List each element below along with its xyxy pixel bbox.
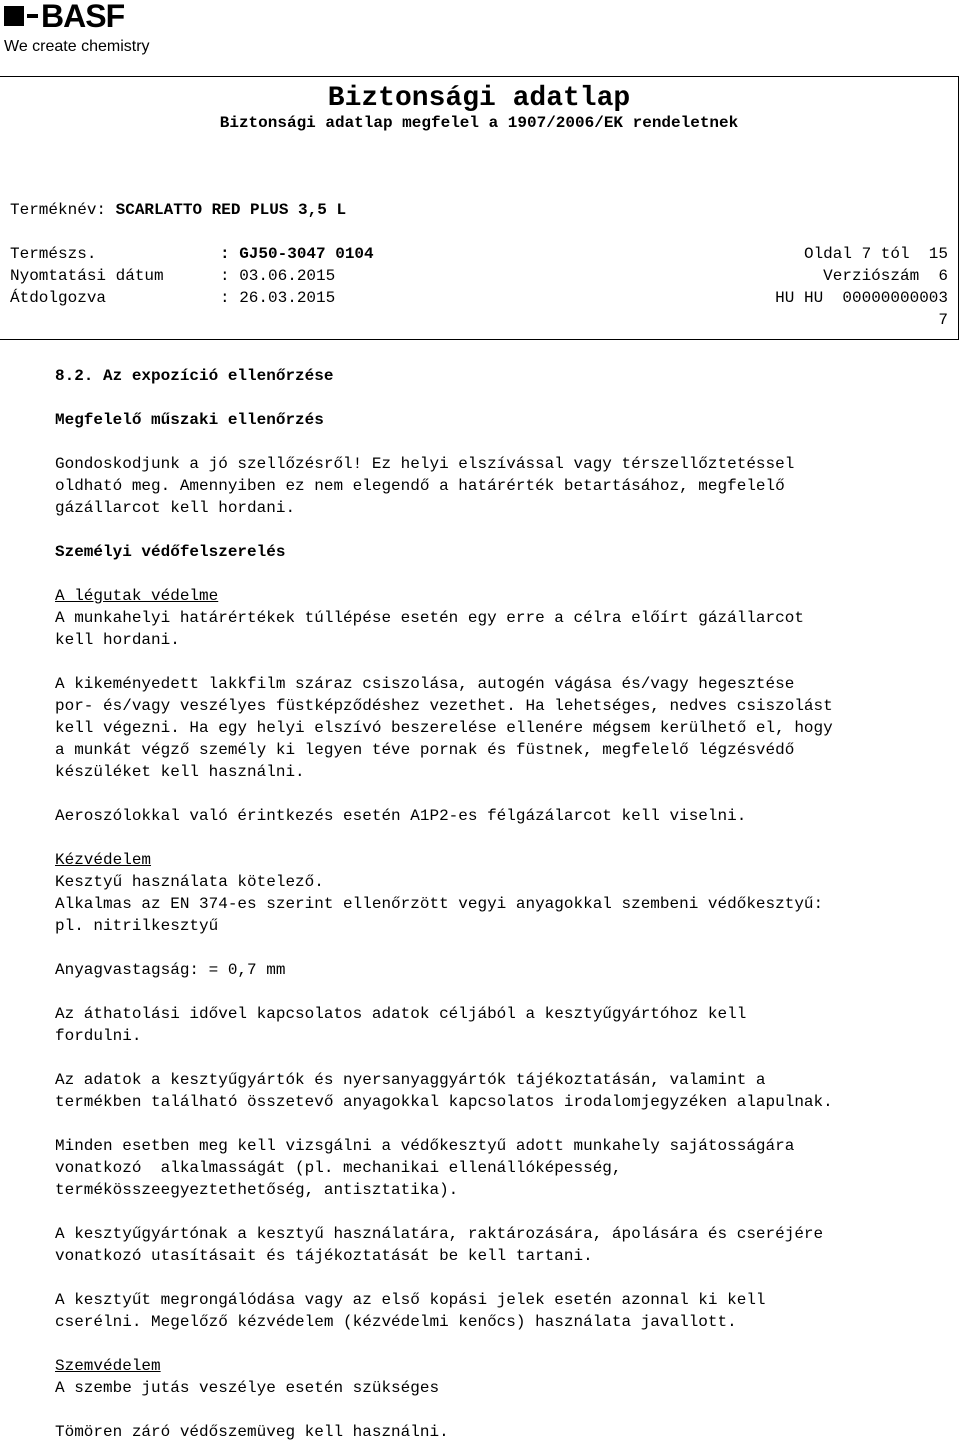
code-info: HU HU 00000000003 — [775, 289, 948, 307]
product-name: SCARLATTO RED PLUS 3,5 L — [115, 201, 347, 219]
sanding-line: por- és/vagy veszélyes füstképződéshez vezethet. Ha lehetséges, nedves csiszolást — [55, 697, 833, 715]
hand-line: Kesztyű használata kötelező. — [55, 873, 324, 891]
header-row-value: GJ50-3047 0104 — [239, 245, 374, 263]
document-title: Biztonsági adatlap — [327, 83, 631, 114]
data-source-line: termékben található összetevő anyagokkal kapcsolatos irodalomjegyzéken alapulnak. — [55, 1093, 833, 1111]
suitability-line: Minden esetben meg kell vizsgálni a védőkesztyű adott munkahely sajátosságára — [55, 1137, 795, 1155]
sanding-line: készüléket kell használni. — [55, 763, 305, 781]
document-body — [55, 365, 955, 1443]
replace-line: cserélni. Megelőző kézvédelem (kézvédelmi kenőcs) használata javallott. — [55, 1313, 737, 1331]
engineering-heading: Megfelelő műszaki ellenőrzés — [55, 411, 324, 429]
header-row-print-date: Nyomtatási dátum : 03.06.2015 — [10, 267, 336, 285]
breakthrough-line: Az áthatolási idővel kapcsolatos adatok céljából a kesztyűgyártóhoz kell — [55, 1005, 747, 1023]
hand-heading: Kézvédelem — [55, 851, 152, 869]
engineering-line: oldható meg. Amennyiben ez nem elegendő a határérték betartásához, megfelelő — [55, 477, 785, 495]
respiratory-line: A munkahelyi határértékek túllépése esetén egy erre a célra előírt gázállarcot — [55, 609, 804, 627]
brand-tagline: We create chemistry — [4, 38, 150, 55]
manufacturer-line: vonatkozó utasításait és tájékoztatását be kell tartani. — [55, 1247, 593, 1265]
code-info-tail: 7 — [938, 311, 948, 329]
product-label: Terméknév: — [10, 201, 107, 219]
thickness-text: Anyagvastagság: = 0,7 mm — [55, 961, 286, 979]
header-row-product-number: Természs. : GJ50-3047 0104 — [10, 245, 374, 263]
header-row-label: Átdolgozva — [10, 289, 107, 307]
eye-text: A szembe jutás veszélye esetén szükséges — [55, 1379, 440, 1397]
suitability-line: termékösszeegyeztethetőség, antisztatika). — [55, 1181, 459, 1199]
eye-heading: Szemvédelem — [55, 1357, 161, 1375]
version-info: Verziószám 6 — [823, 267, 948, 285]
aerosol-text: Aeroszólokkal való érintkezés esetén A1P2-es félgázálarcot kell viselni. — [55, 807, 747, 825]
manufacturer-line: A kesztyűgyártónak a kesztyű használatára, raktározására, ápolására és cseréjére — [55, 1225, 824, 1243]
basf-logo-mark — [4, 0, 125, 34]
logo-square-icon — [4, 6, 24, 26]
header-row-value: 03.06.2015 — [239, 267, 336, 285]
section-heading: 8.2. Az expozíció ellenőrzése — [55, 367, 334, 385]
sanding-line: A kikeményedett lakkfilm száraz csiszolása, autogén vágása és/vagy hegesztése — [55, 675, 795, 693]
replace-line: A kesztyűt megrongálódása vagy az első kopási jelek esetén azonnal ki kell — [55, 1291, 766, 1309]
brand-logo — [4, 0, 204, 58]
respiratory-heading: A légutak védelme — [55, 587, 219, 605]
product-line — [10, 199, 346, 221]
header-row-value: 26.03.2015 — [239, 289, 336, 307]
ppe-heading: Személyi védőfelszerelés — [55, 543, 286, 561]
data-source-line: Az adatok a kesztyűgyártók és nyersanyaggyártók tájékoztatásán, valamint a — [55, 1071, 766, 1089]
hand-line: Alkalmas az EN 374-es szerint ellenőrzött vegyi anyagokkal szembeni védőkesztyű: — [55, 895, 824, 913]
engineering-line: gázállarcot kell hordani. — [55, 499, 296, 517]
breakthrough-line: fordulni. — [55, 1027, 142, 1045]
logo-dash-icon — [27, 14, 38, 18]
header-row-revised: Átdolgozva : 26.03.2015 — [10, 289, 336, 307]
goggles-text: Tömören záró védőszemüveg kell használni. — [55, 1423, 449, 1441]
page-info: Oldal 7 tól 15 — [803, 245, 948, 263]
header-row-label: Természs. — [10, 245, 97, 263]
engineering-line: Gondoskodjunk a jó szellőzésről! Ez helyi elszívással vagy térszellőztetéssel — [55, 455, 795, 473]
brand-name: BASF — [41, 0, 125, 34]
sanding-line: a munkát végző személy ki legyen téve pornak és füstnek, megfelelő légzésvédő — [55, 741, 795, 759]
hand-line: pl. nitrilkesztyű — [55, 917, 219, 935]
header-row-label: Nyomtatási dátum — [10, 267, 164, 285]
respiratory-line: kell hordani. — [55, 631, 180, 649]
document-subtitle: Biztonsági adatlap megfelel a 1907/2006/EK rendeletnek — [219, 114, 739, 132]
sanding-line: kell végezni. Ha egy helyi elszívó beszerelése ellenére mégsem kerülhető el, hogy — [55, 719, 833, 737]
suitability-line: vonatkozó alkalmasságát (pl. mechanikai ellenállóképesség, — [55, 1159, 622, 1177]
document-header — [0, 76, 959, 340]
